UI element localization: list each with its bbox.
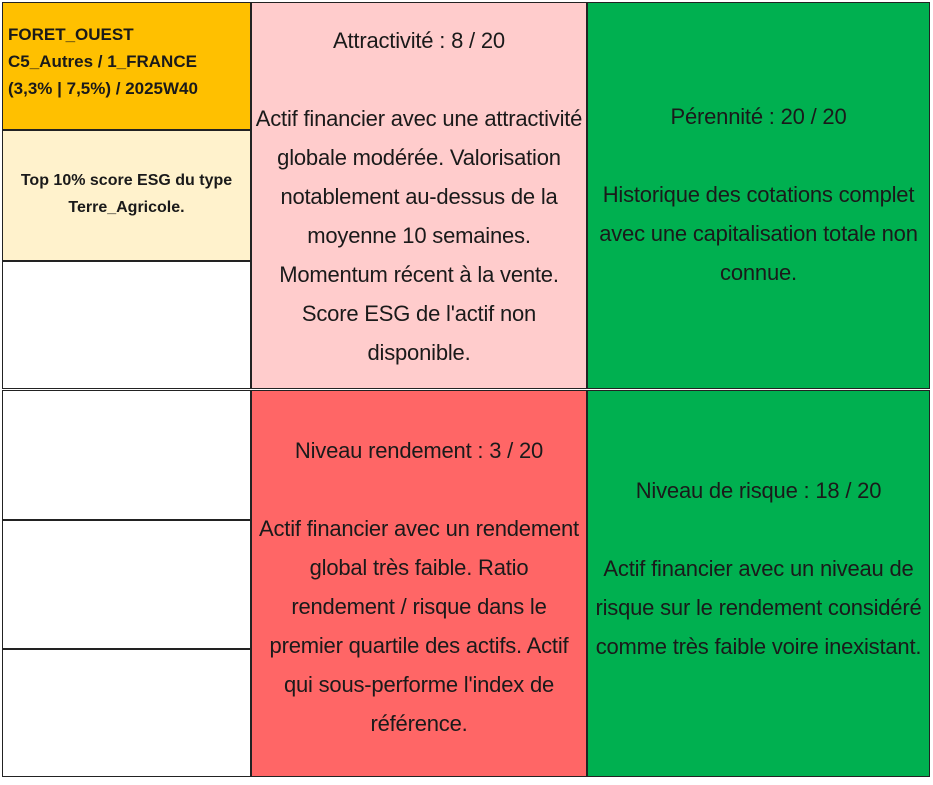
risque-cell bbox=[587, 390, 930, 777]
asset-id-cell bbox=[2, 2, 251, 130]
esg-note-cell bbox=[2, 130, 251, 261]
attractivite-cell bbox=[251, 2, 587, 389]
rendement-cell bbox=[251, 390, 587, 777]
empty-cell bbox=[2, 390, 251, 520]
perennite-title: Pérennité : 20 / 20 bbox=[670, 104, 847, 129]
asset-stats: (3,3% | 7,5%) / 2025W40 bbox=[8, 79, 198, 98]
empty-cell bbox=[2, 520, 251, 649]
asset-category: C5_Autres / 1_FRANCE bbox=[8, 52, 197, 71]
empty-cell bbox=[2, 261, 251, 389]
attractivite-description: Actif financier avec une attractivité globale modérée. Valorisation notablement au-dessus de la moyenne 10 semaines. Momentum récent à la vente. Score ESG de l'actif non disponible. bbox=[255, 106, 583, 365]
rendement-title: Niveau rendement : 3 / 20 bbox=[294, 438, 544, 463]
perennite-cell bbox=[587, 2, 930, 389]
perennite-description: Historique des cotations complet avec une capitalisation totale non connue. bbox=[599, 182, 918, 285]
attractivite-title: Attractivité : 8 / 20 bbox=[333, 28, 505, 53]
risque-title: Niveau de risque : 18 / 20 bbox=[635, 478, 882, 503]
rendement-description: Actif financier avec un rendement global très faible. Ratio rendement / risque dans le premier quartile des actifs. Actif qui sous-performe l'index de référence. bbox=[259, 516, 579, 736]
esg-note: Top 10% score ESG du type Terre_Agricole. bbox=[20, 172, 233, 216]
empty-cell bbox=[2, 649, 251, 777]
asset-name: FORET_OUEST bbox=[8, 25, 134, 44]
risque-description: Actif financier avec un niveau de risque sur le rendement considéré comme très faible voire inexistant. bbox=[595, 556, 922, 659]
